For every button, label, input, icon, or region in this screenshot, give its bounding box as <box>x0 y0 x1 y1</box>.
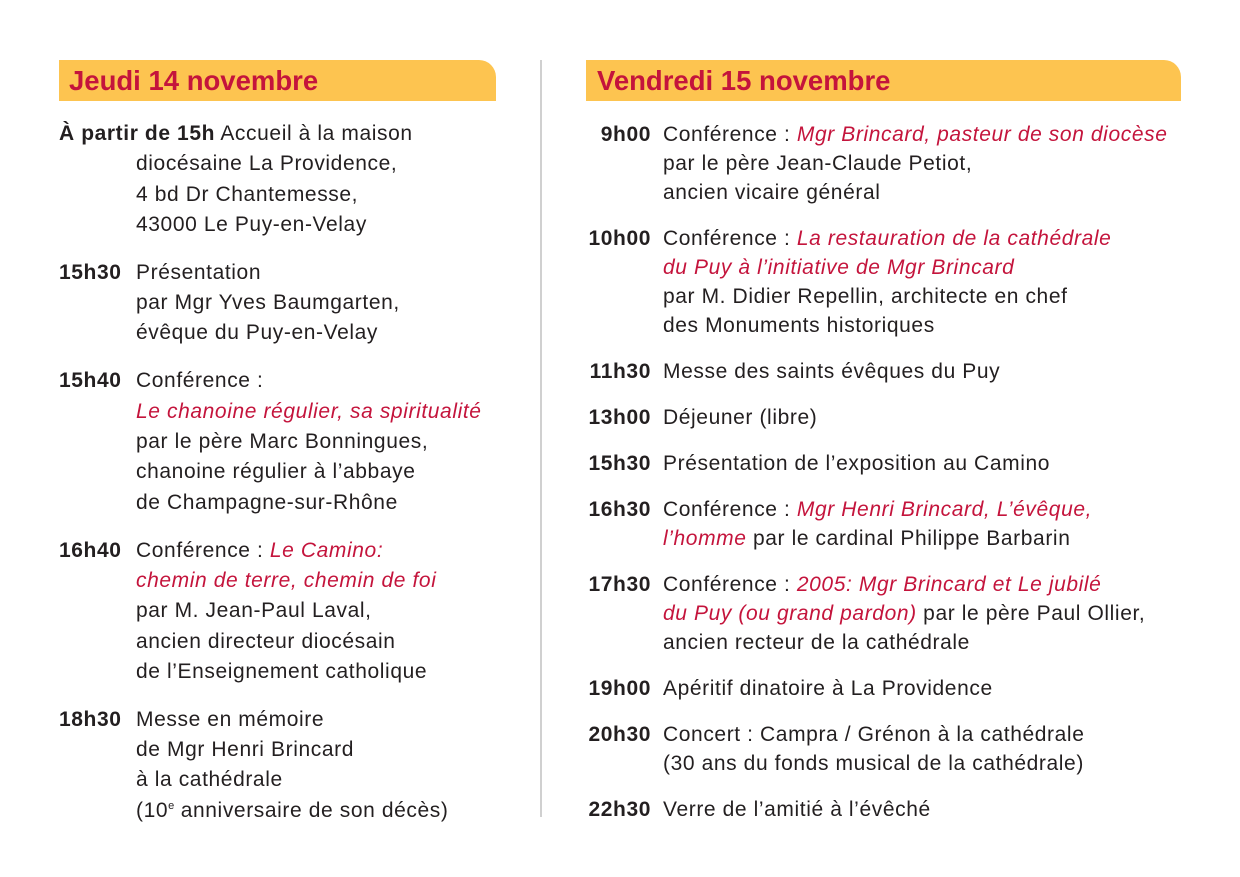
entry-line: ancien recteur de la cathédrale <box>663 631 970 655</box>
entry-line: Verre de l’amitié à l’évêché <box>663 798 931 822</box>
entry-time: 10h00 <box>588 226 651 250</box>
schedule-entry <box>59 536 496 687</box>
talk-title: Le chanoine régulier, sa spiritualité <box>136 399 482 423</box>
entry-line: des Monuments historiques <box>663 313 935 337</box>
entry-line: ancien vicaire général <box>663 180 881 204</box>
entry-line <box>663 524 1181 553</box>
entry-time: 20h30 <box>588 723 651 747</box>
talk-title: chemin de terre, chemin de foi <box>136 568 437 592</box>
entry-time: 15h40 <box>59 369 122 393</box>
entry-line: par le père Jean-Claude Petiot, <box>663 151 973 175</box>
entry-line: chanoine régulier à l’abbaye <box>136 460 416 484</box>
schedule-entry <box>586 120 1181 207</box>
entry-line <box>136 536 496 566</box>
entry-line: à la cathédrale <box>136 768 283 792</box>
entry-line <box>663 120 1181 149</box>
entry-text: Conférence : <box>663 497 797 521</box>
entry-time: 15h30 <box>588 451 651 475</box>
schedule-entry <box>586 720 1181 778</box>
entry-line: par Mgr Yves Baumgarten, <box>136 291 400 315</box>
entry-text: par le cardinal Philippe Barbarin <box>746 527 1071 551</box>
thursday-schedule <box>59 119 496 826</box>
entry-line: de l’Enseignement catholique <box>136 659 428 683</box>
entry-line: par M. Didier Repellin, architecte en chef <box>663 284 1068 308</box>
entry-line: 43000 Le Puy-en-Velay <box>136 212 367 236</box>
entry-time: 9h00 <box>600 122 651 146</box>
entry-line: Déjeuner (libre) <box>663 405 818 429</box>
day-title: Vendredi 15 novembre <box>597 65 891 96</box>
schedule-entry <box>586 674 1181 703</box>
entry-text: Conférence : <box>663 573 797 597</box>
entry-text: (10 <box>136 798 169 822</box>
entry-line: évêque du Puy-en-Velay <box>136 321 379 345</box>
talk-title: 2005: Mgr Brincard et Le jubilé <box>796 573 1102 597</box>
talk-title: Mgr Henri Brincard, L’évêque, <box>796 497 1093 521</box>
talk-title: La restauration de la cathédrale <box>796 226 1112 250</box>
entry-line <box>663 599 1181 628</box>
entry-text: anniversaire de son décès) <box>174 798 449 822</box>
entry-line: 4 bd Dr Chantemesse, <box>136 182 359 206</box>
entry-line <box>136 796 496 826</box>
entry-line: ancien directeur diocésain <box>136 629 396 653</box>
entry-line <box>59 119 496 149</box>
entry-line: Apéritif dinatoire à La Providence <box>663 677 993 701</box>
entry-line <box>663 495 1181 524</box>
entry-time: 19h00 <box>588 677 651 701</box>
day-header-friday <box>586 60 1181 101</box>
friday-schedule <box>586 120 1181 825</box>
schedule-entry <box>586 449 1181 478</box>
entry-text: par le père Paul Ollier, <box>916 602 1146 626</box>
day-title: Jeudi 14 novembre <box>69 65 319 96</box>
entry-line: Présentation <box>136 260 262 284</box>
entry-line: Présentation de l’exposition au Camino <box>663 451 1051 475</box>
entry-line <box>663 570 1181 599</box>
entry-time: 13h00 <box>588 405 651 429</box>
ordinal-superscript: e <box>168 799 175 812</box>
entry-line: par le père Marc Bonningues, <box>136 430 429 454</box>
entry-text: Conférence : <box>136 538 270 562</box>
entry-line: Concert : Campra / Grénon à la cathédrale <box>663 723 1085 747</box>
talk-title: Le Camino: <box>269 538 384 562</box>
entry-time: 17h30 <box>588 573 651 597</box>
entry-time: 22h30 <box>588 798 651 822</box>
talk-title: l’homme <box>663 527 747 551</box>
entry-line: par M. Jean-Paul Laval, <box>136 599 372 623</box>
entry-time: 16h40 <box>59 538 122 562</box>
schedule-entry <box>586 357 1181 386</box>
schedule-entry <box>586 570 1181 657</box>
talk-title: du Puy à l’initiative de Mgr Brincard <box>663 255 1015 279</box>
entry-time: 15h30 <box>59 260 122 284</box>
entry-line <box>663 224 1181 253</box>
entry-time: 18h30 <box>59 707 122 731</box>
entry-text: Conférence : <box>663 122 797 146</box>
schedule-entry <box>586 403 1181 432</box>
schedule-entry <box>59 705 496 826</box>
schedule-entry <box>586 795 1181 824</box>
column-divider <box>540 60 542 817</box>
thursday-column <box>59 60 496 844</box>
entry-line: de Champagne-sur-Rhône <box>136 490 398 514</box>
entry-text: Accueil à la maison <box>220 122 413 145</box>
entry-line: (30 ans du fonds musical de la cathédrale) <box>663 752 1084 776</box>
entry-line: de Mgr Henri Brincard <box>136 738 355 762</box>
schedule-entry <box>586 224 1181 340</box>
entry-time: 16h30 <box>588 497 651 521</box>
entry-line: Conférence : <box>136 369 264 393</box>
entry-time: À partir de 15h <box>59 122 216 145</box>
entry-line: diocésaine La Providence, <box>136 152 398 176</box>
entry-time: 11h30 <box>589 359 651 383</box>
talk-title: du Puy (ou grand pardon) <box>663 602 917 626</box>
entry-line: Messe des saints évêques du Puy <box>663 359 1001 383</box>
schedule-entry <box>59 119 496 240</box>
friday-column <box>586 60 1181 841</box>
entry-text: Conférence : <box>663 226 797 250</box>
schedule-entry <box>586 495 1181 553</box>
entry-line: Messe en mémoire <box>136 707 325 731</box>
talk-title: Mgr Brincard, pasteur de son diocèse <box>796 122 1168 146</box>
day-header-thursday <box>59 60 496 101</box>
schedule-entry <box>59 366 496 517</box>
schedule-entry <box>59 258 496 349</box>
